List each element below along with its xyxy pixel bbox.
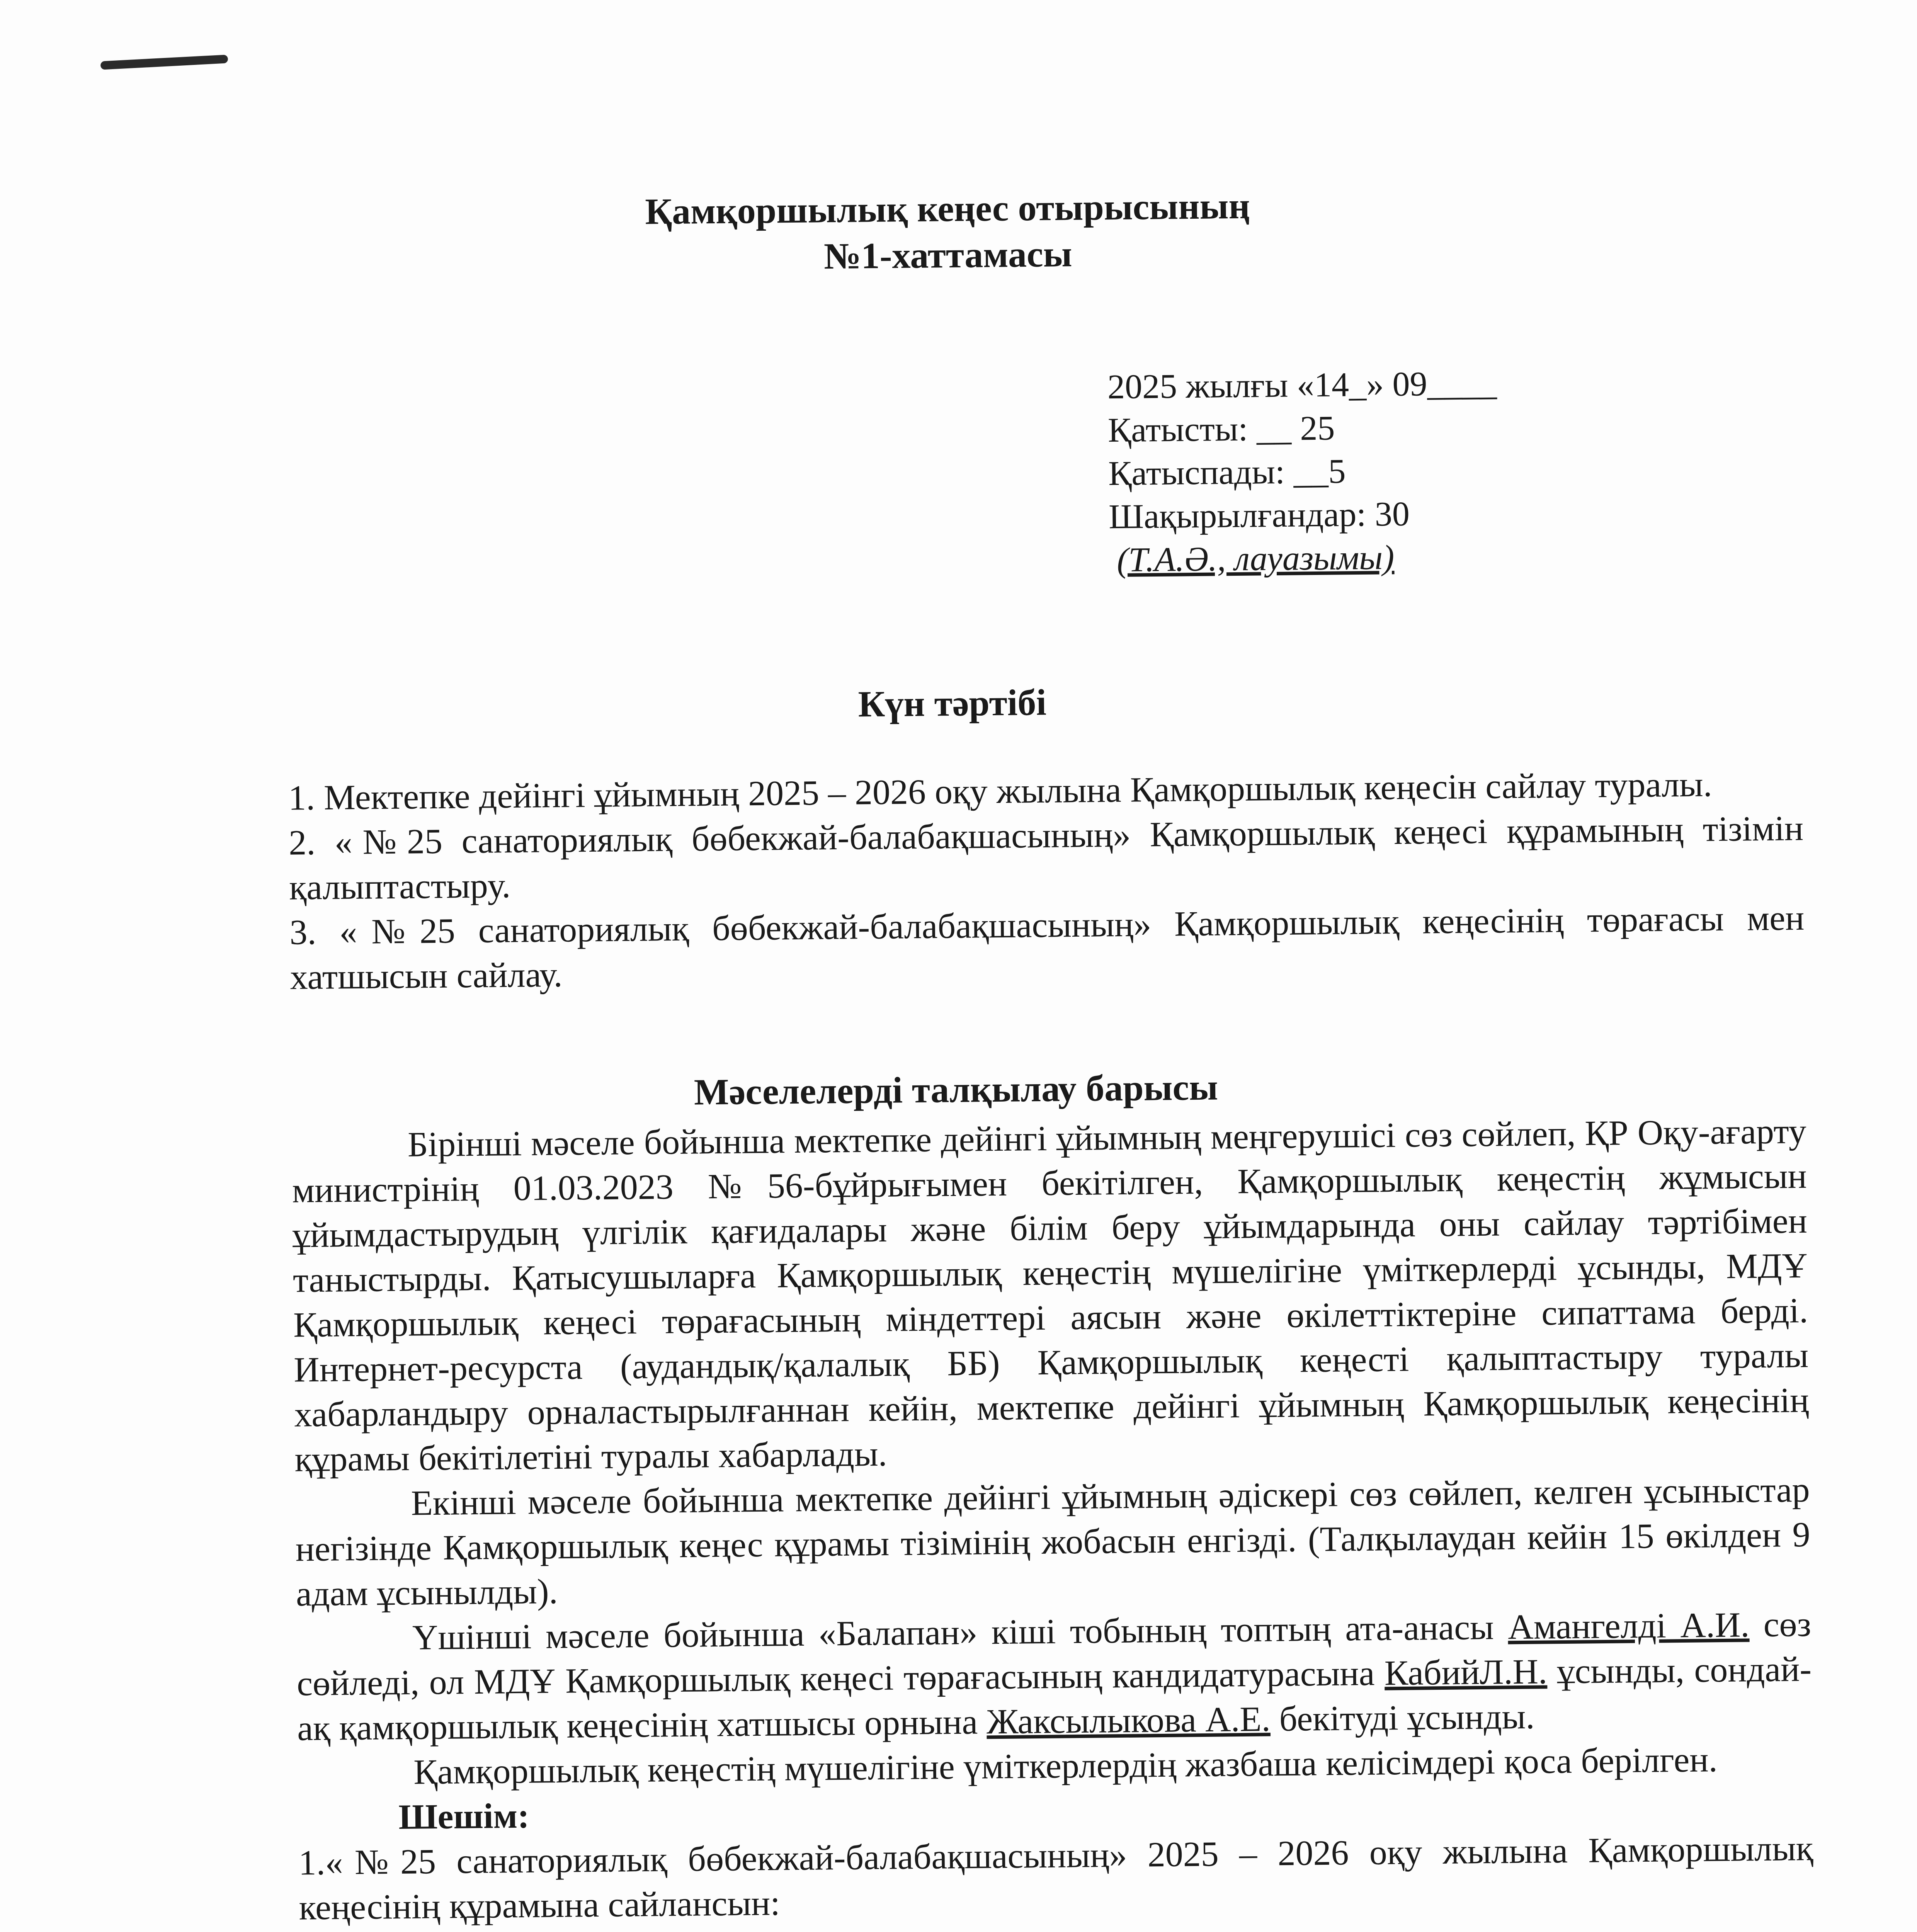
text-run: Үшінші мәселе бойынша «Балапан» кіші тобының топтың ата-анасы [412,1607,1508,1657]
discussion-paragraph: Қамқоршылық кеңестің мүшелігіне үміткерлердің жазбаша келісімдері қоса берілген. [413,1740,1718,1792]
discussion-paragraph [296,1602,1812,1751]
text-run: сөз сөйледі, ол МДҰ Қамқоршылық кеңесі төрағасының кандидатурасына [296,1604,1812,1703]
text-run: ұсынды, сондай-ақ қамқоршылық кеңесінің хатшысы орнына [297,1649,1812,1748]
discussion-paragraph: Бірінші мәселе бойынша мектепке дейінгі ұйымның меңгерушісі сөз сөйлеп, ҚР Оқу-ағарту министрінің 01.03.2023 №56-бұйрығымен бекітілген, Қамқоршылық кеңестің жұмысын ұйымдастырудың үлгілік қағидалары және білім беру ұйымдарында оны сайлау тәртібімен таныстырды. Қатысушыларға Қамқоршылық кеңестің мүшелігіне үміткерлерді ұсынды, МДҰ Қамқоршылық кеңесі төрағасының міндеттері аясын және өкілеттіктеріне сипаттама берді. Интернет-ресурста (аудандық/қалалық ББ) Қамқоршылық кеңесті қалыптастыру туралы хабарландыру орналастырылғаннан кейін, мектепке дейінгі ұйымның Қамқоршылық кеңесінің құрамы бекітілетіні туралы хабарлады. [292,1111,1809,1479]
agenda-item: 2. «№25 санаториялық бөбекжай-балабақшасының» Қамқоршылық кеңесі құрамының тізімін қалыптастыру. [288,808,1804,907]
agenda-item: 1. Мектепке дейінгі ұйымның 2025 – 2026 оқу жылына Қамқоршылық кеңесін сайлау туралы. [288,764,1713,818]
decision-label: Шешім: [398,1796,530,1837]
position-note: (Т.А.Ә., лауазымы) [1116,538,1395,579]
attended-count: Қатысты: __ 25 [1107,409,1335,450]
text-run: бекітуді ұсынды. [1270,1696,1535,1739]
decision-paragraph: 1.«№25 санаториялық бөбекжай-балабақшасының» 2025 – 2026 оқу жылына Қамқоршылық кеңесінің құрамына сайлансын: [298,1828,1813,1927]
agenda-item: 3. «№25 санаториялық бөбекжай-балабақшасының» Қамқоршылық кеңесінің төрағасы мен хатшысын сайлау. [289,898,1805,997]
absent-count: Қатыспады: __5 [1108,452,1346,493]
underlined-name: Амангелді А.И. [1507,1605,1750,1647]
discussion-section [291,1109,1814,1930]
agenda-list [288,761,1805,1000]
underlined-name: КабийЛ.Н. [1384,1651,1548,1693]
protocol-number: №1-хаттамасы [823,233,1072,277]
meeting-meta [1107,360,1689,582]
document-title: Қамқоршылық кеңес отырысының [645,185,1250,232]
underlined-name: Жаксылыкова А.Е. [986,1699,1271,1742]
discussion-paragraph: Екінші мәселе бойынша мектепке дейінгі ұйымның әдіскері сөз сөйлеп, келген ұсыныстар негізінде Қамқоршылық кеңес құрамы тізімінің жобасын енгізді. (Талқылаудан кейін 15 өкілден 9 адам ұсынылды). [295,1469,1811,1614]
meeting-date: 2025 жылғы «14_» 09____ [1107,364,1497,406]
agenda-heading: Күн тәртібі [858,681,1047,725]
invited-count: Шақырылғандар: 30 [1108,495,1410,536]
discussion-heading: Мәселелерді талқылау барысы [694,1066,1218,1113]
